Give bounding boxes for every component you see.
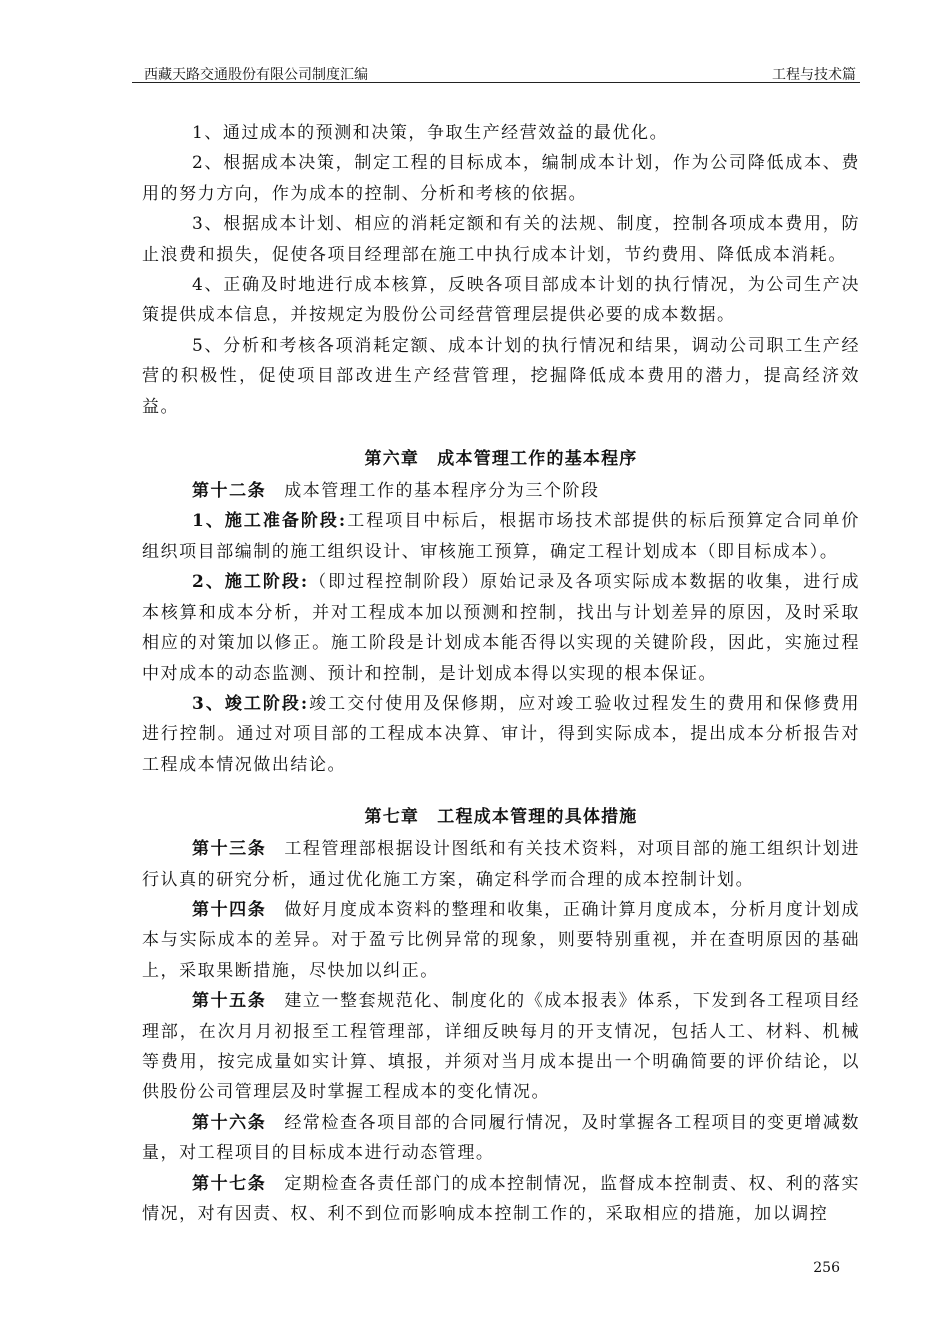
article-label: 第十五条	[192, 991, 267, 1012]
chapter-6-title: 第六章 成本管理工作的基本程序	[364, 449, 638, 470]
list-item: 2、根据成本决策，制定工程的目标成本，编制成本计划，作为公司降低成本、费用的努力方向，作为成本的控制、分析和考核的依据。	[142, 153, 860, 204]
article-label: 第十二条	[192, 481, 267, 502]
article-text: 工程管理部根据设计图纸和有关技术资料，对项目部的施工组织计划进行认真的研究分析，通过优化施工方案，确定科学而合理的成本控制计划。	[142, 839, 860, 890]
article-text: 建立一整套规范化、制度化的《成本报表》体系，下发到各工程项目经理部，在次月月初报至工程管理部，详细反映每月的开支情况，包括人工、材料、机械等费用，按完成量如实计算、填报，并须对当月成本提出一个明确简要的评价结论，以供股份公司管理层及时掌握工程成本的变化情况。	[142, 991, 860, 1103]
page-number: 256	[813, 1260, 840, 1276]
article-15	[142, 986, 860, 1108]
article-16	[142, 1108, 860, 1169]
article-17	[142, 1169, 860, 1230]
list-item: 3、根据成本计划、相应的消耗定额和有关的法规、制度，控制各项成本费用，防止浪费和损失，促使各项目经理部在施工中执行成本计划，节约费用、降低成本消耗。	[142, 214, 860, 265]
article-text: 做好月度成本资料的整理和收集，正确计算月度成本，分析月度计划成本与实际成本的差异。对于盈亏比例异常的现象，则要特别重视，并在查明原因的基础上，采取果断措施，尽快加以纠正。	[142, 899, 860, 981]
article-text: 成本管理工作的基本程序分为三个阶段	[284, 481, 600, 502]
chapter-7-title: 第七章 工程成本管理的具体措施	[364, 807, 638, 828]
header-right-title: 工程与技术篇	[772, 67, 856, 83]
article-text: 定期检查各责任部门的成本控制情况，监督成本控制责、权、利的落实情况，对有因责、权、利不到位而影响成本控制工作的，采取相应的措施，加以调控	[142, 1173, 860, 1224]
stage-text: 竣工交付使用及保修期，应对竣工验收过程发生的费用和保修费用进行控制。通过对项目部的工程成本决算、审计，得到实际成本，提出成本分析报告对工程成本情况做出结论。	[142, 693, 860, 775]
list-item: 5、分析和考核各项消耗定额、成本计划的执行情况和结果，调动公司职工生产经营的积极性，促使项目部改进生产经营管理，挖掘降低成本费用的潜力，提高经济效益。	[142, 335, 860, 417]
stage-1	[142, 506, 860, 567]
stage-3	[142, 689, 860, 780]
stage-label: 3、竣工阶段:	[192, 693, 309, 714]
article-text: 经常检查各项目部的合同履行情况，及时掌握各工程项目的变更增减数量，对工程项目的目标成本进行动态管理。	[142, 1112, 860, 1164]
article-12	[142, 476, 860, 506]
article-13	[142, 834, 860, 895]
header-left-title: 西藏天路交通股份有限公司制度汇编	[144, 67, 368, 83]
stage-text: （即过程控制阶段）原始记录及各项实际成本数据的收集，进行成本核算和成本分析，并对工程成本加以预测和控制，找出与计划差异的原因，及时采取相应的对策加以修正。施工阶段是计划成本能否得以实现的关键阶段，因此，实施过程中对成本的动态监测、预计和控制，是计划成本得以实现的根本保证。	[142, 572, 860, 684]
article-14	[142, 895, 860, 986]
article-label: 第十七条	[192, 1173, 267, 1194]
list-item: 1、通过成本的预测和决策，争取生产经营效益的最优化。	[192, 123, 669, 143]
document-body	[142, 118, 860, 1229]
article-label: 第十三条	[192, 839, 267, 860]
stage-label: 1、施工准备阶段:	[192, 511, 347, 532]
stage-label: 2、施工阶段:	[192, 572, 309, 593]
stage-2	[142, 567, 860, 689]
page-header	[132, 56, 860, 83]
article-label: 第十六条	[192, 1112, 267, 1133]
stage-text: 工程项目中标后，根据市场技术部提供的标后预算定合同单价组织项目部编制的施工组织设计、审核施工预算，确定工程计划成本（即目标成本）。	[142, 511, 860, 562]
article-label: 第十四条	[192, 899, 267, 920]
list-item: 4、正确及时地进行成本核算，反映各项目部成本计划的执行情况，为公司生产决策提供成本信息，并按规定为股份公司经营管理层提供必要的成本数据。	[142, 275, 860, 326]
